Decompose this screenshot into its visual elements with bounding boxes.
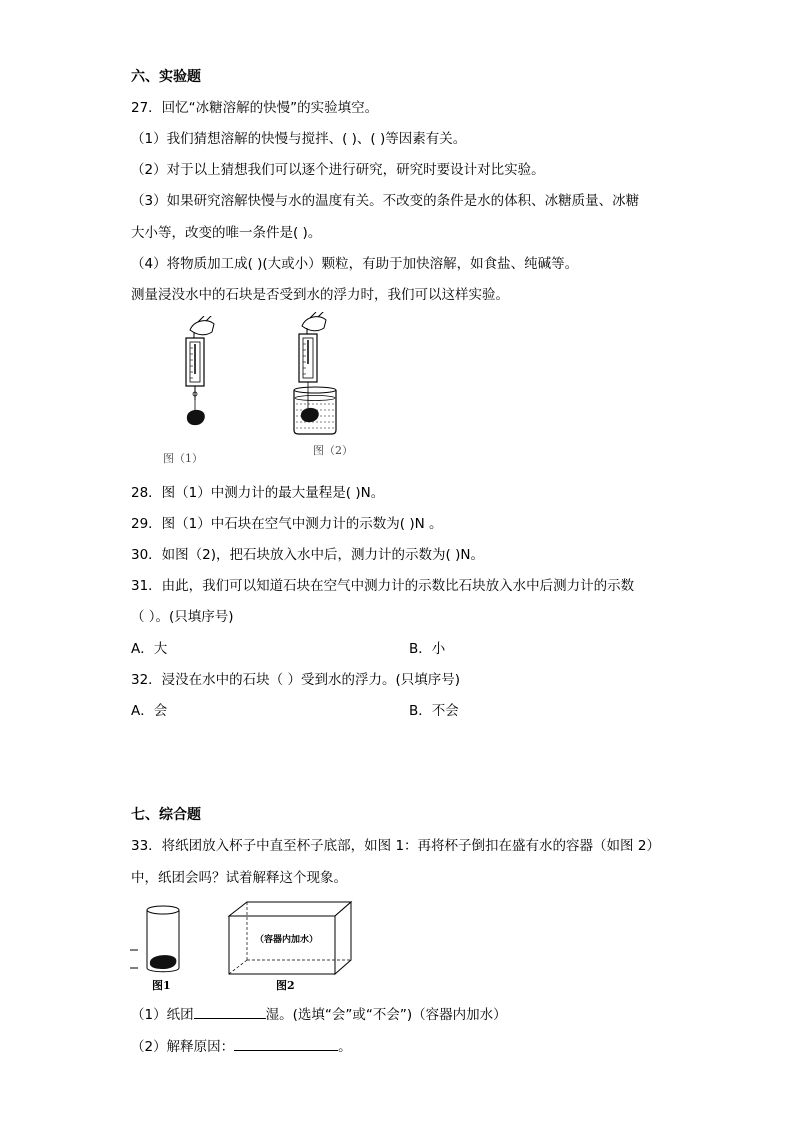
- q33-part1-prefix: （1）纸团: [131, 1007, 194, 1023]
- section6-heading: 六、实验题: [131, 69, 201, 85]
- q31-line2: （ ）。(只填序号): [131, 609, 234, 625]
- q33-line2: 中，纸团会吗？试着解释这个现象。: [131, 870, 347, 886]
- container-water-label: （容器内加水）: [255, 935, 319, 945]
- q29: 29．图（1）中石块在空气中测力计的示数为( )N 。: [131, 516, 443, 532]
- q33-part2: [131, 1036, 352, 1056]
- cup-paper-ball-figure: [128, 904, 198, 978]
- q31-option-b: B．小: [409, 641, 446, 657]
- q27-part2: （2）对于以上猜想我们可以逐个进行研究，研究时要设计对比实验。: [131, 162, 545, 178]
- q33-part2-answer-blank[interactable]: [234, 1036, 338, 1051]
- q30: 30．如图（2)，把石块放入水中后，测力计的示数为( )N。: [131, 547, 484, 563]
- q33-part1-suffix: 湿。(选填“会”或“不会”)（容器内加水）: [265, 1007, 507, 1023]
- cup-figure-caption: 图1: [152, 979, 171, 992]
- section7-heading: 七、综合题: [131, 807, 201, 823]
- q33-line1: 33．将纸团放入杯子中直至杯子底部，如图 1：再将杯子倒扣在盛有水的容器（如图 2）: [131, 838, 660, 854]
- q32: 32．浸没在水中的石块（ ）受到水的浮力。(只填序号): [131, 672, 461, 688]
- q33-part1: [131, 1004, 507, 1024]
- container-figure-caption: 图2: [276, 979, 295, 992]
- spring-scale-air-figure: [170, 316, 240, 436]
- spring-scale-water-figure: [288, 312, 348, 436]
- q31-line1: 31．由此，我们可以知道石块在空气中测力计的示数比石块放入水中后测力计的示数: [131, 578, 635, 594]
- q28: 28．图（1）中测力计的最大量程是( )N。: [131, 485, 385, 501]
- q33-part2-prefix: （2）解释原因：: [131, 1039, 235, 1055]
- q31-option-a: A．大: [131, 641, 168, 657]
- q27-stem: 27．回忆“冰糖溶解的快慢”的实验填空。: [131, 100, 379, 116]
- figure1-caption: 图（1）: [163, 452, 203, 465]
- q33-part2-suffix: 。: [338, 1039, 352, 1055]
- q27-part1: （1）我们猜想溶解的快慢与搅拌、( )、( )等因素有关。: [131, 131, 467, 147]
- q33-part1-answer-blank[interactable]: [194, 1004, 266, 1019]
- experiment-intro: 测量浸没水中的石块是否受到水的浮力时，我们可以这样实验。: [131, 287, 509, 303]
- q32-option-b: B．不会: [409, 703, 459, 719]
- q27-part3-line2: 大小等，改变的唯一条件是( )。: [131, 225, 322, 241]
- figure2-caption: 图（2）: [313, 444, 353, 457]
- q32-option-a: A．会: [131, 703, 168, 719]
- q27-part4: （4）将物质加工成( )(大或小）颗粒，有助于加快溶解，如食盐、纯碱等。: [131, 256, 579, 272]
- q27-part3-line1: （3）如果研究溶解快慢与水的温度有关。不改变的条件是水的体积、冰糖质量、冰糖: [131, 193, 640, 209]
